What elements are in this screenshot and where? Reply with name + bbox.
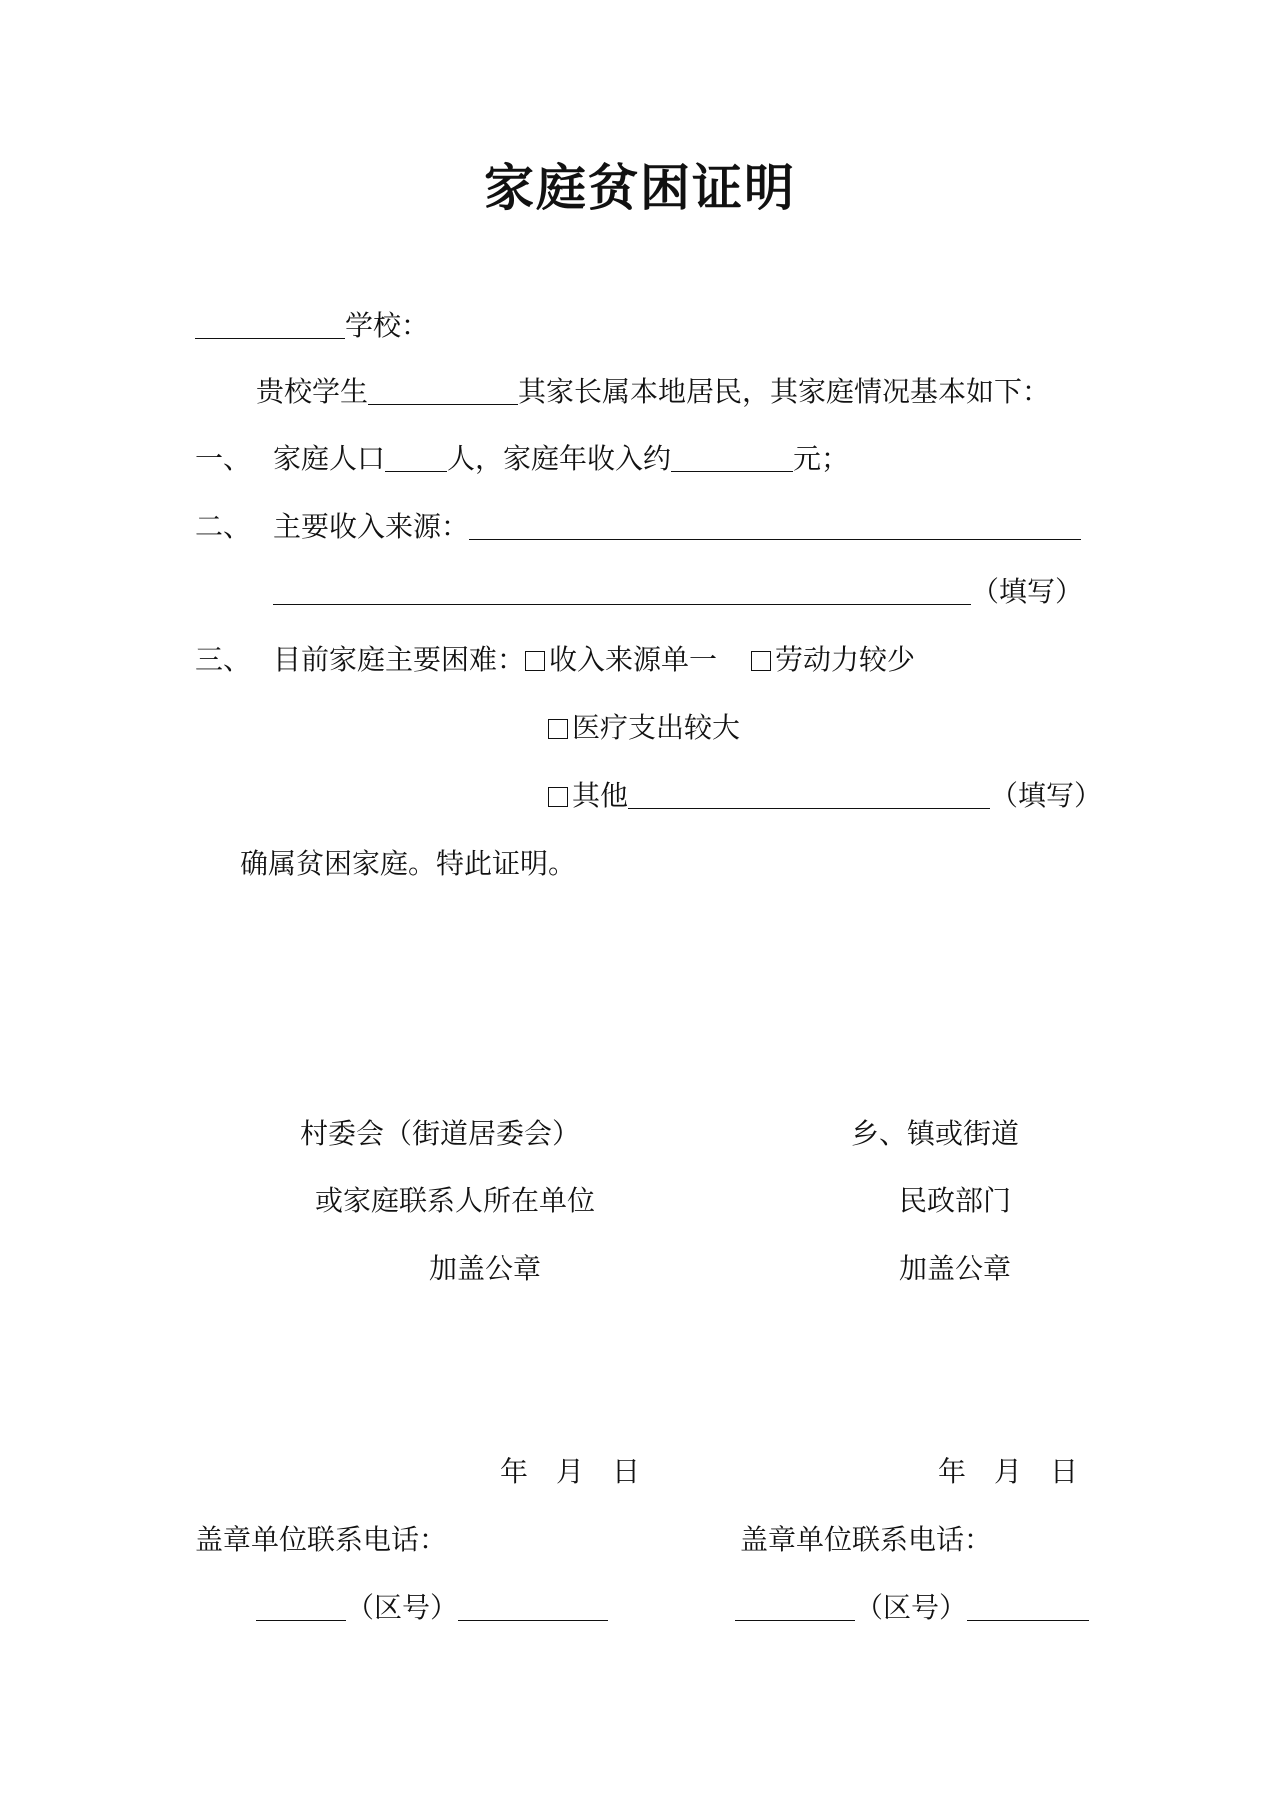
item-1-line [195,441,849,477]
right-seal-label: 加盖公章 [898,1252,1011,1285]
item-3-line [195,642,915,678]
option-single-income: 收入来源单一 [549,643,718,676]
right-signer-line2: 民政部门 [898,1184,1011,1217]
right-area-code-label: （区号） [855,1591,968,1624]
other-difficulty-blank[interactable] [628,778,990,809]
left-seal-label: 加盖公章 [428,1252,541,1285]
left-phone-number-blank[interactable] [458,1590,608,1621]
right-phone-number-blank[interactable] [967,1590,1089,1621]
left-phone-line [256,1590,608,1626]
document-title: 家庭贫困证明 [484,158,796,217]
item-2-continuation [273,574,1083,610]
left-date: 年 月 日 [500,1455,641,1488]
salutation-line [195,308,429,344]
checkbox-medical[interactable] [548,719,568,739]
checkbox-other[interactable] [548,787,568,807]
item-1-part3: 元； [793,442,850,475]
option-other: 其他 [572,779,629,812]
salutation-suffix: 学校： [345,309,430,342]
intro-prefix: 贵校学生 [256,375,369,408]
closing-statement: 确属贫困家庭。特此证明。 [240,847,577,880]
left-phone-label: 盖章单位联系电话： [195,1523,448,1556]
school-name-blank[interactable] [195,308,345,339]
left-signer-line2: 或家庭联系人所在单位 [314,1184,595,1217]
item-2-line [195,509,1081,545]
income-source-blank-1[interactable] [469,509,1081,540]
item-3-fill-note: （填写） [990,779,1103,812]
right-signer-line1: 乡、镇或街道 [850,1117,1019,1150]
checkbox-single-income[interactable] [525,651,545,671]
item-3-option-other [548,778,1102,814]
income-source-blank-2[interactable] [273,574,971,605]
intro-suffix: 其家长属本地居民，其家庭情况基本如下： [518,375,1051,408]
item-2-label: 主要收入来源： [273,510,470,543]
item-3-number: 三、 [195,643,252,676]
option-medical: 医疗支出较大 [572,711,741,744]
item-1-part1: 家庭人口 [273,442,386,475]
left-signer-line1: 村委会（街道居委会） [300,1117,581,1150]
left-area-code-label: （区号） [346,1591,459,1624]
item-2-fill-note: （填写） [971,575,1084,608]
item-1-part2: 人，家庭年收入约 [447,442,672,475]
item-2-number: 二、 [195,510,252,543]
checkbox-low-labor[interactable] [751,651,771,671]
left-area-code-blank[interactable] [256,1590,346,1621]
item-3-option-medical [548,710,740,746]
right-area-code-blank[interactable] [735,1590,855,1621]
student-name-blank[interactable] [368,374,518,405]
option-low-labor: 劳动力较少 [775,643,916,676]
annual-income-blank[interactable] [671,441,793,472]
right-date: 年 月 日 [938,1455,1079,1488]
intro-line [256,374,1050,410]
item-3-label: 目前家庭主要困难： [273,643,526,676]
item-1-number: 一、 [195,442,252,475]
right-phone-label: 盖章单位联系电话： [740,1523,993,1556]
right-phone-line [735,1590,1089,1626]
family-size-blank[interactable] [385,441,447,472]
